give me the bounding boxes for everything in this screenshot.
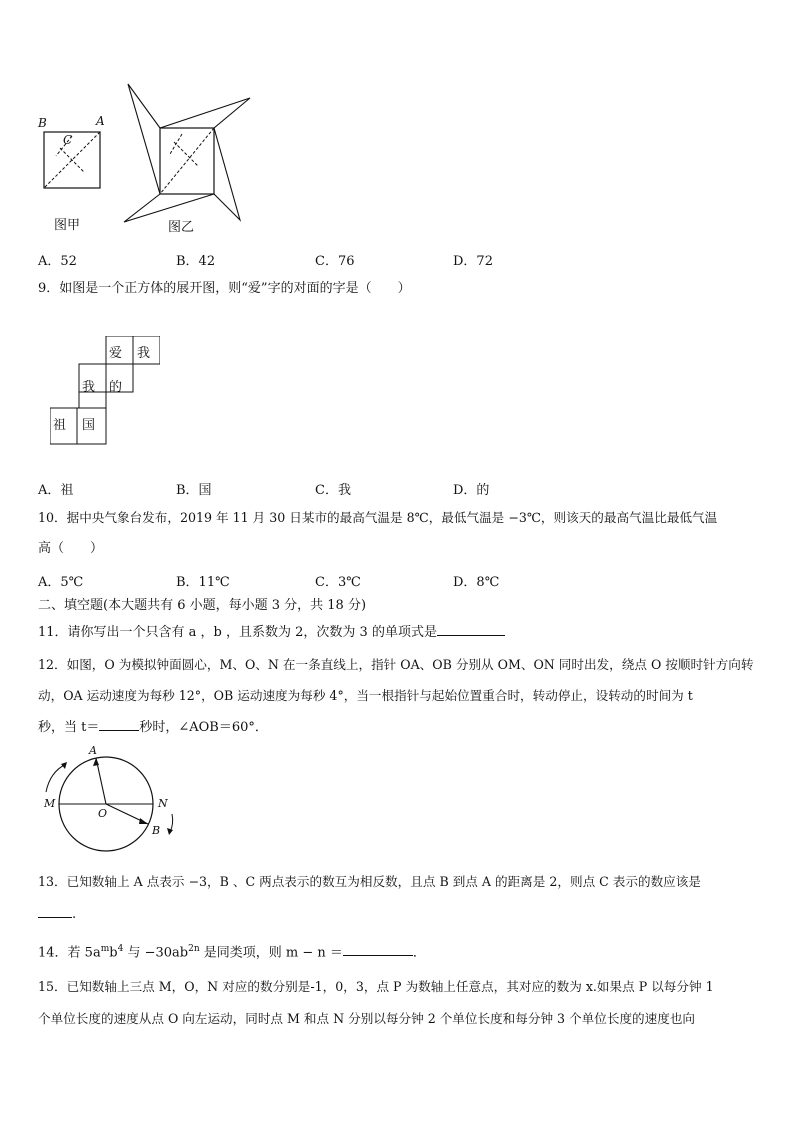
- q8-option-d: D．72: [453, 254, 493, 269]
- q10-option-b: B．11℃: [176, 575, 230, 590]
- q14-line: [38, 940, 426, 962]
- figure-yi-caption: 图乙: [168, 220, 195, 235]
- section-heading: 二、填空题(本大题共有 6 小题，每小题 3 分，共 18 分): [38, 598, 367, 613]
- q11-answer-blank[interactable]: [437, 623, 505, 636]
- q12-line1: 12．如图，O 为模拟钟面圆心，M、O、N 在一条直线上，指针 OA、OB 分别从 OM、ON 同时出发，绕点 O 按顺时针方向转: [38, 657, 754, 672]
- net-cell-wo-top: 我: [137, 346, 151, 361]
- q13-end: .: [72, 907, 77, 922]
- net-cell-wo: 我: [82, 380, 96, 395]
- q9-option-b: B．国: [176, 483, 212, 498]
- q10-option-d: D．8℃: [453, 575, 500, 590]
- q14-part-a: 14．若 5a: [38, 945, 101, 961]
- clock-label-m: M: [44, 797, 56, 810]
- q12-line3: [38, 718, 268, 737]
- clock-label-a: A: [89, 744, 97, 757]
- q12-line2: 动，OA 运动速度为每秒 12°，OB 运动速度为每秒 4°，当一根指针与起始位置重合时，转动停止，设转动的时间为 t: [38, 688, 693, 703]
- q10-stem-line2: 高（ ）: [38, 541, 104, 556]
- q14-exp-4: 4: [117, 944, 124, 954]
- figure-jia-caption: 图甲: [54, 218, 81, 233]
- q12-line3-a: 秒，当 t＝: [38, 720, 100, 735]
- q10-stem-line1: 10．据中央气象台发布，2019 年 11 月 30 日某市的最高气温是 8℃，最低气温是 −3℃，则该天的最高气温比最低气温: [38, 510, 718, 525]
- clock-label-n: N: [158, 797, 168, 810]
- q9-option-d: D．的: [453, 483, 490, 498]
- q10-option-c: C．3℃: [315, 575, 361, 590]
- q13-line2: [38, 905, 76, 924]
- q8-option-b: B．42: [176, 254, 216, 269]
- q14-part-d: 是同类项，则 m − n ＝: [199, 945, 343, 961]
- q14-end: ．: [412, 945, 426, 961]
- cube-net: [50, 336, 160, 446]
- net-cell-guo: 国: [82, 418, 96, 433]
- q9-stem: 9．如图是一个正方体的展开图，则“爱”字的对面的字是（ ）: [38, 281, 411, 296]
- q14-part-c: 与 −30ab: [123, 945, 189, 961]
- point-label-b: B: [38, 116, 47, 130]
- q13-answer-blank[interactable]: [38, 905, 72, 918]
- q14-exp-2n: 2n: [188, 944, 200, 954]
- q14-answer-blank[interactable]: [343, 943, 413, 956]
- q11-text: 11．请你写出一个只含有 a ，b ，且系数为 2，次数为 3 的单项式是: [38, 625, 437, 640]
- figure-yi: [118, 82, 258, 228]
- q14-exp-m: m: [100, 944, 110, 954]
- clock-label-b: B: [152, 824, 161, 837]
- q8-option-c: C．76: [315, 254, 355, 269]
- q14-part-b: b: [109, 945, 118, 961]
- point-label-a: A: [96, 114, 105, 128]
- q13-line1: 13．已知数轴上 A 点表示 −3，B 、C 两点表示的数互为相反数，且点 B 到点 A 的距离是 2，则点 C 表示的数应该是: [38, 874, 701, 889]
- net-cell-ai: 爱: [109, 346, 123, 361]
- net-cell-de: 的: [109, 380, 123, 395]
- q11-line: [38, 623, 505, 642]
- point-label-c: C: [63, 133, 73, 147]
- q15-line2: 个单位长度的速度从点 O 向左运动，同时点 M 和点 N 分别以每分钟 2 个单位长度和每分钟 3 个单位长度的速度也向: [38, 1011, 696, 1026]
- q9-option-c: C．我: [315, 483, 351, 498]
- net-cell-zu: 祖: [53, 418, 67, 433]
- q12-answer-blank[interactable]: [99, 718, 139, 731]
- q15-line1: 15．已知数轴上三点 M，O，N 对应的数分别是-1，0，3，点 P 为数轴上任意点，其对应的数为 x.如果点 P 以每分钟 1: [38, 979, 714, 994]
- q9-option-a: A．祖: [38, 483, 74, 498]
- q8-option-a: A．52: [38, 254, 77, 269]
- q10-option-a: A．5℃: [38, 575, 84, 590]
- q12-line3-b: 秒时，∠AOB＝60°．: [139, 720, 268, 735]
- clock-label-o: O: [98, 807, 108, 820]
